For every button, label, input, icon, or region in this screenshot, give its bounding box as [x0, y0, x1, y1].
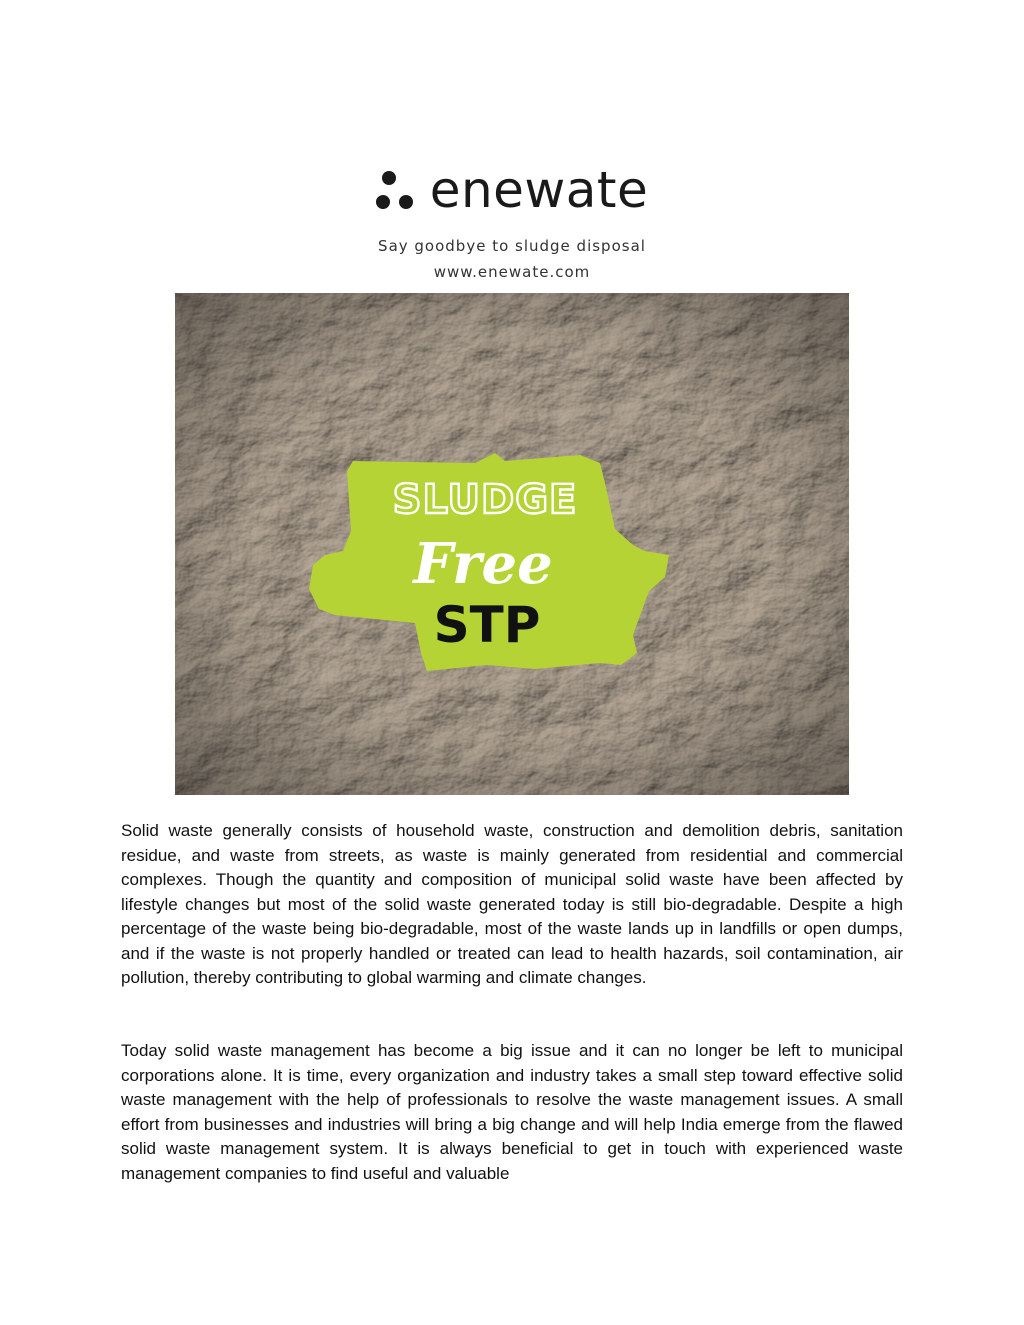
hero-image	[175, 293, 849, 795]
hero-title-line3: STP	[433, 596, 541, 654]
website-link[interactable]: www.enewate.com	[433, 263, 591, 281]
article-paragraph-1: Solid waste generally consists of household waste, construction and demolition debris, sanitation residue, and waste from streets, as waste is mainly generated from residential and commercial complexes. Though the quantity and composition of municipal solid waste have been affected by lifestyle changes but most of the solid waste generated today is still bio-degradable. Despite a high percentage of the waste being bio-degradable, most of the waste lands up in landfills or open dumps, and if the waste is not properly handled or treated can lead to health hazards, soil contamination, air pollution, thereby contributing to global warming and climate changes.	[121, 821, 903, 987]
logo-dots-icon	[376, 167, 416, 213]
brand-name: enewate	[429, 161, 649, 219]
brand-logo	[0, 160, 1024, 220]
hero-title-line1: SLUDGE	[392, 477, 578, 523]
article-paragraph-2: Today solid waste management has become a big issue and it can no longer be left to municipal corporations alone. It is time, every organization and industry takes a small step toward effective solid waste management with the help of professionals to resolve the waste management issues. A small effort from businesses and industries will bring a big change and will help India emerge from the flawed solid waste management system. It is always beneficial to get in touch with experienced waste management companies to find useful and valuable	[121, 1041, 903, 1183]
tagline: Say goodbye to sludge disposal	[378, 237, 646, 255]
hero-title-line2: Free	[413, 531, 553, 597]
